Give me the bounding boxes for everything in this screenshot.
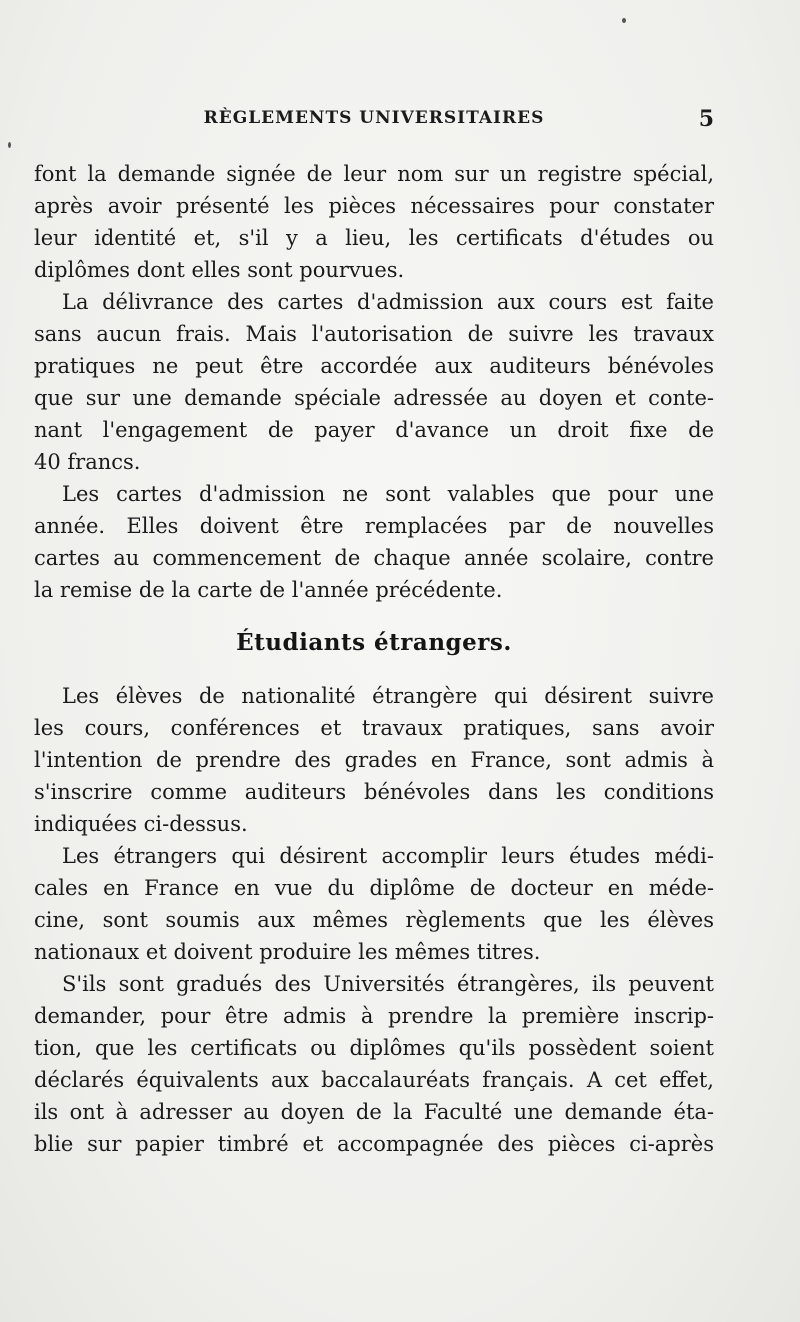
- paragraph-etudes-medicales: [34, 840, 714, 968]
- body-text: [34, 158, 714, 1160]
- text-line: cine, sont soumis aux mêmes règlements que les élèves: [34, 908, 714, 932]
- text-line: indiquées ci-dessus.: [34, 812, 248, 836]
- text-line: pratiques ne peut être accordée aux auditeurs bénévoles: [34, 354, 714, 378]
- paragraph-eleves-etrangers: [34, 680, 714, 840]
- text-line: nationaux et doivent produire les mêmes titres.: [34, 940, 541, 964]
- text-line: La délivrance des cartes d'admission aux cours est faite: [62, 290, 714, 314]
- text-line: nant l'engagement de payer d'avance un droit fixe de: [34, 418, 714, 442]
- running-title: RÈGLEMENTS UNIVERSITAIRES: [203, 108, 545, 128]
- text-line: que sur une demande spéciale adressée au doyen et conte-: [34, 386, 714, 410]
- text-line: Les élèves de nationalité étrangère qui désirent suivre: [62, 684, 714, 708]
- text-line: tion, que les certificats ou diplômes qu'ils possèdent soient: [34, 1036, 714, 1060]
- text-line: cales en France en vue du diplôme de docteur en méde-: [34, 876, 714, 900]
- text-line: cartes au commencement de chaque année scolaire, contre: [34, 546, 714, 570]
- text-line: la remise de la carte de l'année précédente.: [34, 578, 503, 602]
- page-number: 5: [698, 106, 714, 132]
- text-line: diplômes dont elles sont pourvues.: [34, 258, 405, 282]
- paragraph-gradues: [34, 968, 714, 1160]
- section-heading: Étudiants étrangers.: [236, 629, 512, 656]
- text-line: ils ont à adresser au doyen de la Faculté une demande éta-: [34, 1100, 714, 1124]
- paragraph-cartes: [34, 478, 714, 606]
- text-line: font la demande signée de leur nom sur un registre spécial,: [34, 162, 714, 186]
- text-line: s'inscrire comme auditeurs bénévoles dans les conditions: [34, 780, 714, 804]
- text-line: 40 francs.: [34, 450, 141, 474]
- text-line: Les cartes d'admission ne sont valables que pour une: [62, 482, 714, 506]
- scan-speck: [622, 18, 626, 23]
- paragraph-continuation: [34, 158, 714, 286]
- text-line: les cours, conférences et travaux pratiques, sans avoir: [34, 716, 714, 740]
- text-line: année. Elles doivent être remplacées par de nouvelles: [34, 514, 714, 538]
- text-line: leur identité et, s'il y a lieu, les certificats d'études ou: [34, 226, 714, 250]
- paragraph-delivrance: [34, 286, 714, 478]
- text-line: S'ils sont gradués des Universités étrangères, ils peuvent: [62, 972, 714, 996]
- text-line: déclarés équivalents aux baccalauréats français. A cet effet,: [34, 1068, 714, 1092]
- text-line: sans aucun frais. Mais l'autorisation de suivre les travaux: [34, 322, 714, 346]
- text-line: après avoir présenté les pièces nécessaires pour constater: [34, 194, 714, 218]
- text-line: blie sur papier timbré et accompagnée des pièces ci-après: [34, 1132, 714, 1156]
- text-line: l'intention de prendre des grades en France, sont admis à: [34, 748, 714, 772]
- page-header: [34, 108, 714, 138]
- text-line: demander, pour être admis à prendre la première inscrip-: [34, 1004, 714, 1028]
- scan-speck: [8, 142, 11, 148]
- text-line: Les étrangers qui désirent accomplir leurs études médi-: [62, 844, 714, 868]
